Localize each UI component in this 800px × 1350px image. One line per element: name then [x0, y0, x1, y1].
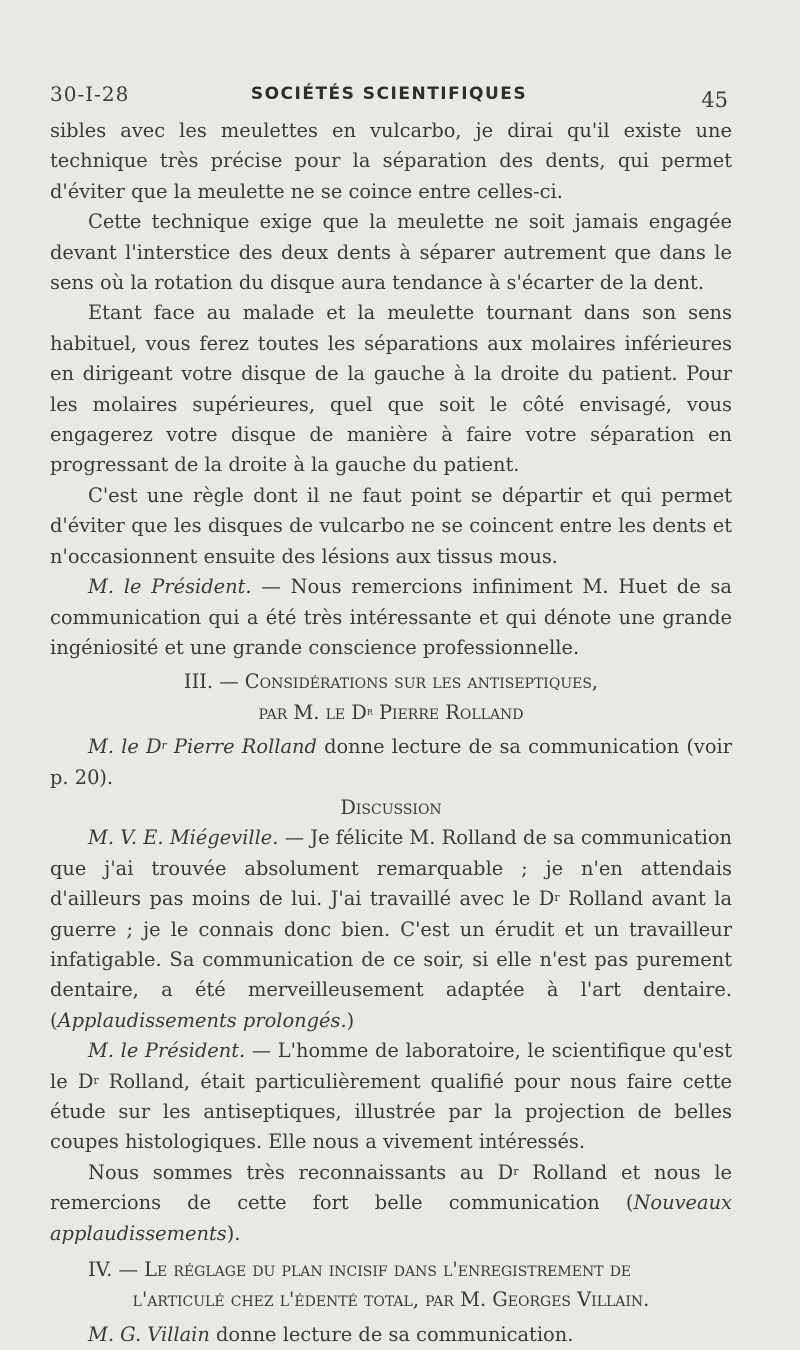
speaker-name: M. G. Villain: [88, 1322, 210, 1346]
paragraph: M. G. Villain donne lecture de sa communication.: [88, 1322, 574, 1346]
speaker-name: M. le Président.: [88, 575, 252, 599]
running-title: SOCIÉTÉS SCIENTIFIQUES: [250, 84, 528, 104]
paragraph: [50, 572, 732, 663]
paragraph-text: — Nous remercions infiniment M. Huet de sa communication qui a été très intéressante et qui dénote une grande ingéniosité et une grande conscience professionnelle.: [50, 575, 732, 659]
paragraph: Cette technique exige que la meulette ne soit jamais engagée devant l'interstice des deux dents à séparer autrement que dans le sens où la rotation du disque aura tendance à s'écarter de la dent.: [50, 210, 732, 295]
section-author: par M. le $D^r$ Pierre Rolland: [258, 700, 524, 724]
applause-note: Applaudissements prolongés.: [57, 1008, 347, 1032]
applause-note: Nouveaux applaudissements: [50, 1191, 732, 1245]
page-body: [50, 116, 732, 1350]
speaker-name: M. le Président.: [88, 1039, 246, 1063]
paragraph: Nous sommes très reconnaissants au $D^r$ Rolland et nous le remercions de cette fort belle communication (Nouveaux applaudissements).: [50, 1160, 732, 1245]
paragraph: M. V. E. Miégeville. — Je félicite M. Rolland de sa communication que j'ai trouvée absolument remarquable ; je n'en attendais d'ailleurs pas moins de lui. J'ai travaillé avec le $D^r$ Rolland avant la guerre ; je le connais donc bien. C'est un érudit et un travailleur infatigable. Sa communication de ce soir, si elle n'est pas purement dentaire, a été merveilleusement adaptée à l'art dentaire. (Applaudissements prolongés.): [50, 826, 732, 1032]
paragraph: M. le Président. — L'homme de laboratoire, le scientifique qu'est le $D^r$ Rolland, était particulièrement qualifié pour nous faire cette étude sur les antiseptiques, illustrée par la projection de belles coupes histologiques. Elle nous a vivement intéressés.: [50, 1039, 733, 1154]
section-heading: [50, 1255, 732, 1285]
page-header: [50, 82, 728, 114]
paragraph: M. le $D^r$ Pierre Rolland donne lecture de sa communication (voir p. 20).: [50, 735, 732, 789]
speaker-name: M. le $D^r$ Pierre Rolland: [88, 735, 317, 759]
header-date: 30-I-28: [50, 82, 130, 106]
section-title-continued: l'articulé chez l'édenté total, par M. Georges Villain.: [132, 1288, 650, 1312]
paragraph: sibles avec les meulettes en vulcarbo, je dirai qu'il existe une technique très précise pour la séparation des dents, qui permet d'éviter que la meulette ne se coince entre celles-ci.: [50, 119, 732, 203]
section-number: III. —: [183, 670, 245, 694]
section-title: Considérations sur les antiseptiques,: [244, 670, 599, 694]
speaker-name: M. V. E. Miégeville.: [88, 826, 279, 850]
discussion-heading: Discussion: [340, 795, 442, 819]
section-heading: [50, 667, 732, 697]
paragraph: C'est une règle dont il ne faut point se départir et qui permet d'éviter que les disques de vulcarbo ne se coincent entre les dents et n'occasionnent ensuite des lésions aux tissus mous.: [50, 483, 732, 568]
section-title: Le réglage du plan incisif dans l'enregistrement de: [144, 1258, 632, 1282]
paragraph: Etant face au malade et la meulette tournant dans son sens habituel, vous ferez toutes les séparations aux molaires inférieures en dirigeant votre disque de la gauche à la droite du patient. Pour les molaires supérieures, quel que soit le côté envisagé, vous engagerez votre disque de manière à faire votre séparation en progressant de la droite à la gauche du patient.: [50, 301, 732, 477]
section-number: IV. —: [88, 1258, 145, 1282]
page-number: 45: [701, 88, 728, 112]
